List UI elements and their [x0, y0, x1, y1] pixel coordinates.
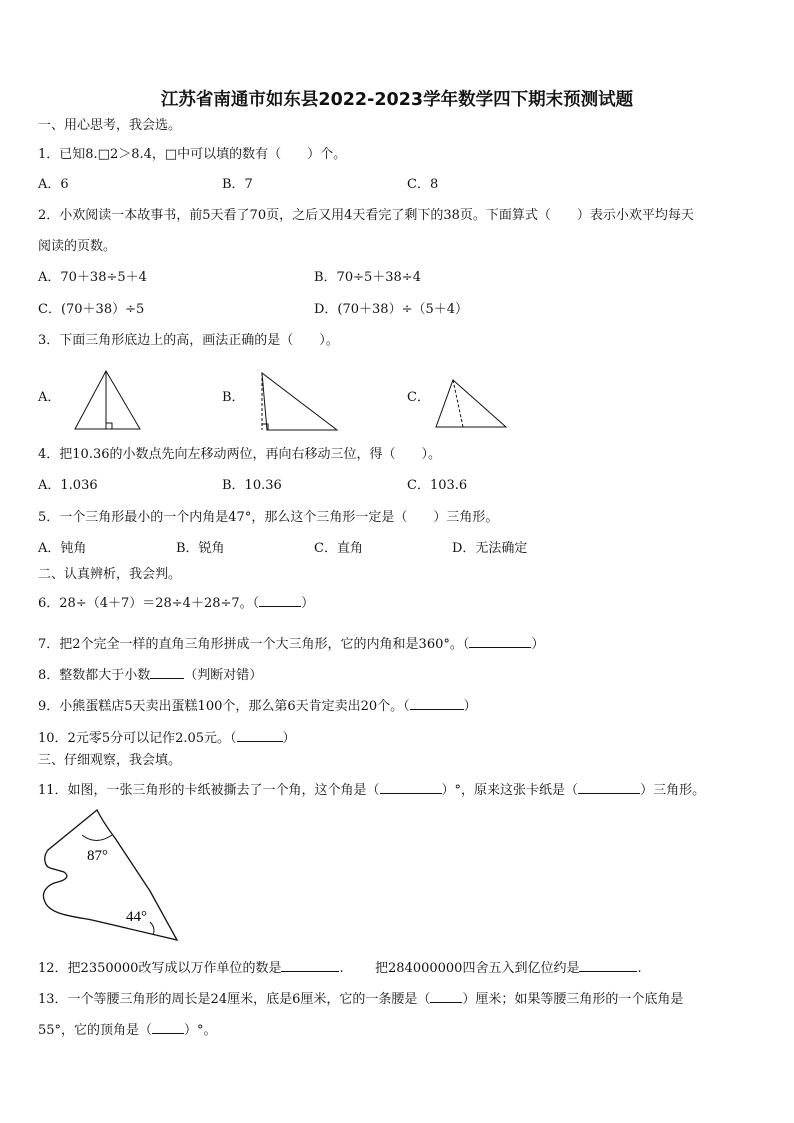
question-10 [38, 727, 296, 748]
question-8 [38, 664, 262, 685]
q2-option-c: C．(70＋38）÷5 [38, 302, 145, 317]
q7-answer-blank[interactable] [469, 633, 531, 648]
angle-87-label: 87° [87, 848, 108, 864]
question-11-end: ）三角形。 [640, 783, 706, 798]
q11-answer-blank-2[interactable] [578, 779, 640, 794]
question-2-line-1: 2．小欢阅读一本故事书，前5天看了70页，之后又用4天看完了剩下的38页。下面算式（ ）表示小欢平均每天 [38, 208, 694, 223]
q1-option-c: C．8 [407, 177, 439, 192]
question-8-end: （判断对错） [184, 668, 263, 683]
q13-answer-blank-1[interactable] [430, 988, 462, 1003]
question-12 [38, 957, 344, 978]
question-7-end: ） [531, 637, 545, 652]
question-12-part2: 把284000000四舍五入到亿位约是 [375, 961, 580, 976]
question-11 [38, 779, 705, 800]
q13-answer-blank-2[interactable] [152, 1019, 184, 1034]
angle-44-label: 44° [126, 909, 147, 925]
question-9-end: ） [463, 699, 477, 714]
q5-option-b: B．锐角 [176, 541, 225, 556]
q1-option-b: B．7 [222, 177, 253, 192]
q6-answer-blank[interactable] [259, 592, 301, 607]
q11-answer-blank-1[interactable] [380, 779, 442, 794]
section-heading-2: 二、认真辨析，我会判。 [38, 567, 182, 582]
section-heading-1: 一、用心思考，我会选。 [38, 118, 182, 133]
question-8-text: 8．整数都大于小数 [38, 668, 151, 683]
question-11-text: 11．如图，一张三角形的卡纸被撕去了一个角，这个角是（ [38, 783, 380, 798]
question-5: 5．一个三角形最小的一个内角是47°，那么这个三角形一定是（ ）三角形。 [38, 510, 499, 525]
question-12-part1-end: . [339, 961, 344, 976]
q4-option-b: B．10.36 [222, 478, 282, 493]
q1-option-a: A．6 [38, 177, 69, 192]
q5-option-c: C．直角 [314, 541, 363, 556]
question-13-text-2-end: ）°。 [184, 1023, 217, 1038]
question-6-end: ） [301, 596, 315, 611]
torn-triangle-figure [40, 806, 185, 946]
triangle-b-figure [255, 368, 345, 434]
question-13-text-2: 55°，它的顶角是（ [38, 1023, 153, 1038]
question-9 [38, 695, 477, 716]
question-7-text: 7．把2个完全一样的直角三角形拼成一个大三角形，它的内角和是360°。（ [38, 637, 470, 652]
question-11-mid: ）°，原来这张卡纸是（ [441, 783, 579, 798]
q10-answer-blank[interactable] [237, 727, 283, 742]
question-1: 1．已知8.□2＞8.4，□中可以填的数有（ ）个。 [38, 147, 347, 162]
q4-option-c: C．103.6 [407, 478, 468, 493]
question-7 [38, 633, 544, 654]
page-title: 江苏省南通市如东县2022-2023学年数学四下期末预测试题 [160, 90, 634, 110]
question-6 [38, 592, 314, 613]
question-12-part1: 12．把2350000改写成以万作单位的数是 [38, 961, 282, 976]
question-12-b [375, 957, 642, 978]
question-3: 3．下面三角形底边上的高，画法正确的是（ ）。 [38, 333, 339, 348]
question-13-text-1: 13．一个等腰三角形的周长是24厘米，底是6厘米，它的一条腰是（ [38, 992, 431, 1007]
q9-answer-blank[interactable] [410, 695, 464, 710]
question-6-text: 6．28÷（4＋7）＝28÷4＋28÷7。（ [38, 596, 260, 611]
q12-answer-blank-1[interactable] [281, 957, 339, 972]
q5-option-d: D．无法确定 [452, 541, 528, 556]
q12-answer-blank-2[interactable] [579, 957, 637, 972]
question-10-text: 10．2元零5分可以记作2.05元。（ [38, 731, 237, 746]
question-4: 4．把10.36的小数点先向左移动两位，再向右移动三位，得（ ）。 [38, 447, 441, 462]
q3-option-a: A． [38, 390, 61, 405]
question-9-text: 9．小熊蛋糕店5天卖出蛋糕100个，那么第6天肯定卖出20个。（ [38, 699, 410, 714]
question-13-line-1 [38, 988, 683, 1009]
question-13-text-1-mid: ）厘米；如果等腰三角形的一个底角是 [462, 992, 684, 1007]
question-2-line-2: 阅读的页数。 [38, 239, 117, 254]
q8-answer-blank[interactable] [150, 664, 184, 679]
q2-option-d: D．(70＋38）÷（5＋4） [314, 302, 469, 317]
q2-option-a: A．70＋38÷5＋4 [38, 270, 147, 285]
question-12-part2-end: . [637, 961, 642, 976]
triangle-a-figure [70, 365, 150, 435]
question-13-line-2 [38, 1019, 217, 1040]
q4-option-a: A．1.036 [38, 478, 98, 493]
q5-option-a: A．钝角 [38, 541, 87, 556]
q3-option-b: B． [222, 390, 245, 405]
triangle-c-figure [432, 376, 512, 432]
q2-option-b: B．70÷5＋38÷4 [314, 270, 421, 285]
question-10-end: ） [282, 731, 296, 746]
q3-option-c: C． [407, 390, 430, 405]
section-heading-3: 三、仔细观察，我会填。 [38, 753, 182, 768]
